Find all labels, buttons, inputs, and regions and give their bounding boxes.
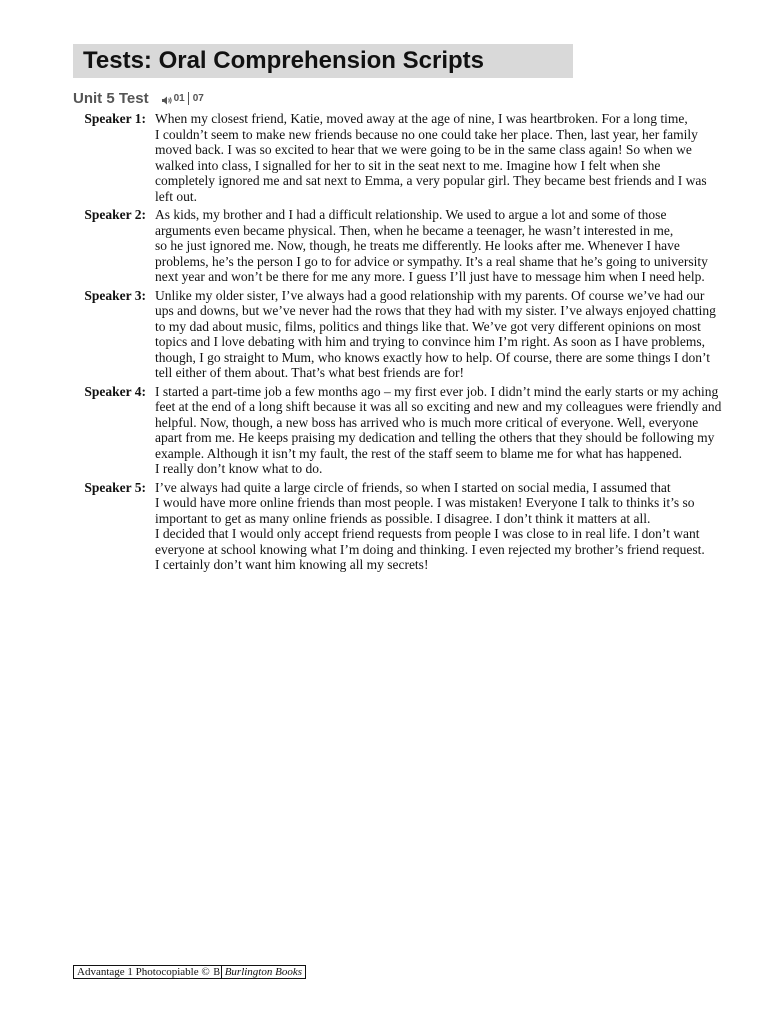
script-line: I would have more online friends than most people. I was mistaken! Everyone I talk to thinks it’s so [155,495,695,510]
script-line: ups and downs, but we’ve never had the rows that they had with my sister. I’ve always enjoyed chatting [155,303,716,318]
script-line: Unlike my older sister, I’ve always had a good relationship with my parents. Of course we’ve had our [155,287,705,303]
speaker-script [155,288,730,381]
script-line: When my closest friend, Katie, moved away at the age of nine, I was heartbroken. For a long time, [155,111,688,126]
speaker-script [155,384,730,477]
speaker-block [70,207,730,285]
script-line: completely ignored me and sat next to Emma, a very popular girl. They became best friends and I was [155,173,707,188]
script-line: left out. [155,188,197,204]
speaker-label: Speaker 1: [84,111,146,126]
cd-number: 01 [173,92,185,104]
script-line: though, I go straight to Mum, who knows exactly how to help. Of course, there are some things I don’t [155,349,711,365]
track-number: 07 [192,92,204,104]
script-line: example. Although it isn’t my fault, the rest of the staff seem to blame me for what has happened. [155,445,682,461]
title-bar [73,44,573,78]
script-line: I decided that I would only accept friend requests from people I was close to in real life. I don’t want [155,526,700,541]
page-title: Tests: Oral Comprehension Scripts [83,47,484,74]
speaker-label: Speaker 3: [84,287,146,303]
speaker-block [70,384,730,477]
script-line: everyone at school knowing what I’m doing and thinking. I even rejected my brother’s friend request. [155,541,705,557]
script-line: helpful. Now, though, a new boss has arrived who is much more critical of everyone. Well, everyone [155,414,699,430]
script-line: moved back. I was so excited to hear that we were going to be in the same class again! So when we [155,142,692,157]
footer [73,965,306,979]
speaker-block [70,111,730,204]
script-line: so he just ignored me. Now, though, he treats me differently. He looks after me. Whenever I have [155,238,680,253]
publisher-logo-mark: B [213,966,221,978]
script-line: to my dad about music, films, politics and things like that. We’ve got very different opinions on most [155,318,701,334]
script-line: I couldn’t seem to make new friends because no one could take her place. Then, last year, her family [155,126,698,142]
speaker-label: Speaker 2: [84,207,146,222]
footer-publisher: Burlington Books [221,965,306,979]
speaker-block [70,288,730,381]
script-line: walked into class, I signalled for her to sit in the seat next to me. Imagine how I felt when she [155,157,661,173]
script-line: I certainly don’t want him knowing all my secrets! [155,557,429,572]
unit-title: Unit 5 Test [73,89,149,107]
script-line: I’ve always had quite a large circle of friends, so when I started on social media, I assumed that [155,479,671,495]
speaker-label: Speaker 4: [84,383,146,399]
script-line: tell either of them about. That’s what best friends are for! [155,365,465,380]
unit-heading [73,89,204,107]
speaker-script [155,207,730,285]
speaker-block [70,480,730,573]
speaker-icon [161,93,173,104]
script-line: As kids, my brother and I had a difficult relationship. We used to argue a lot and some of those [155,207,667,222]
script-line: I started a part-time job a few months ago – my first ever job. I didn’t mind the early starts or my aching [155,383,719,399]
track-divider [188,92,189,105]
script-line: apart from me. He keeps praising my dedication and telling the others that they should be following my [155,430,715,445]
script-line: topics and I love debating with him and trying to convince him I’m right. As soon as I have problems, [155,334,706,349]
script-line: important to get as many online friends as possible. I disagree. I don’t think it matters at all. [155,510,651,526]
speaker-label: Speaker 5: [84,479,146,495]
script-line: arguments even became physical. Then, when he became a teenager, he wasn’t interested in me, [155,222,674,238]
scripts-list [70,111,730,576]
footer-copyright: Advantage 1 Photocopiable © [73,965,213,979]
script-line: feet at the end of a long shift because it was all so exciting and new and my colleagues were friendly and [155,399,722,414]
script-line: problems, he’s the person I go to for advice or sympathy. It’s a real shame that he’s going to university [155,253,708,269]
script-line: next year and won’t be there for me any more. I guess I’ll just have to message him when I need help. [155,269,705,284]
script-line: I really don’t know what to do. [155,461,323,476]
speaker-script [155,480,730,573]
speaker-script [155,111,730,204]
